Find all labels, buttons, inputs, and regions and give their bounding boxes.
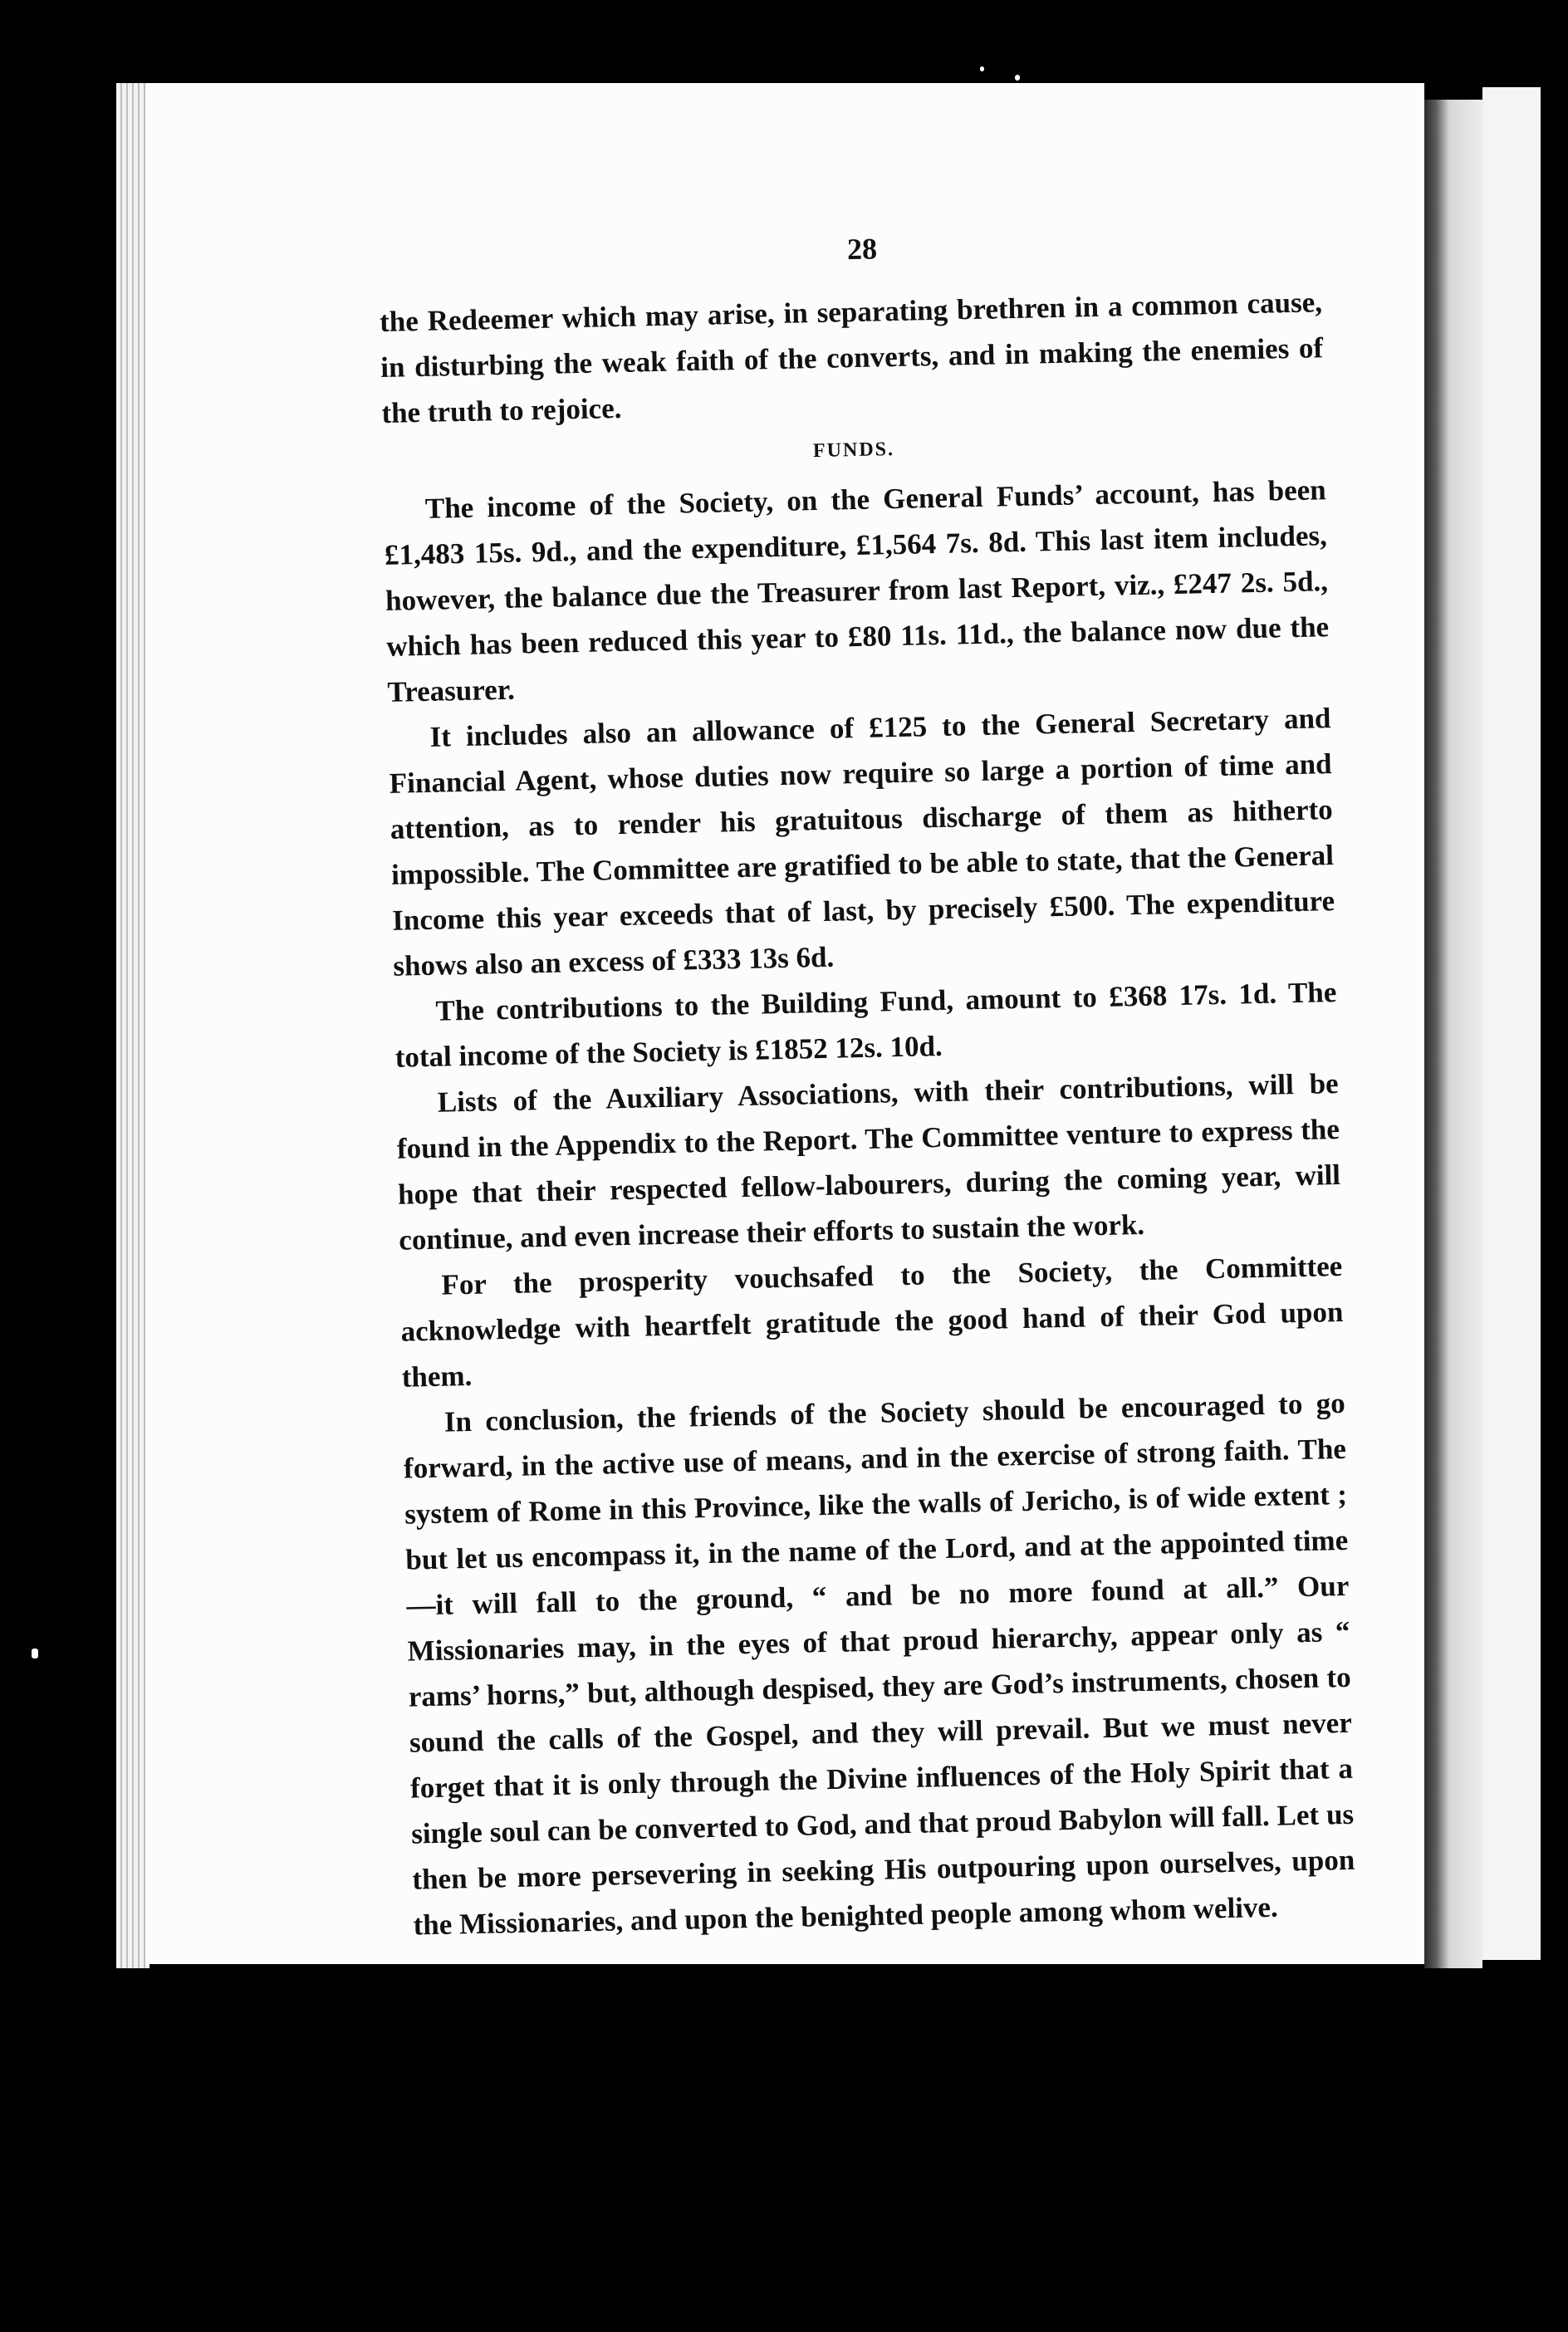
paragraph-conclusion: In conclusion, the friends of the Society should be encouraged to go forward, in the active use of means, and in the exercise of strong faith. The system of Rome in this Province, like the walls of Jericho, is of wide extent ; but let us encompass it, in the name of the Lord, and at the appointed time—it will fall to the ground, “ and be no more found at all.” Our Missionaries may, in the eyes of that proud hierarchy, appear only as “ rams’ horns,” but, although despised, they are God’s instruments, chosen to sound the calls of the Gospel, and they will prevail. But we must never forget that it is only through the Divine influences of the Holy Spirit that a single soul can be converted to God, and that proud Babylon will fall. Let us then be more persevering in seeking His outpouring upon ourselves, upon the Missionaries, and upon the benighted people among whom welive. bbox=[403, 1386, 1355, 1942]
paragraph-prosperity: For the prosperity vouchsafed to the Society, the Committee acknowledge with heartfelt gratitude the good hand of their God upon them. bbox=[400, 1249, 1344, 1394]
speck-mark bbox=[1015, 75, 1020, 81]
section-heading: FUNDS. bbox=[812, 438, 895, 463]
facing-page-edge bbox=[1482, 87, 1541, 1960]
book-spine-shadow bbox=[1424, 100, 1482, 1968]
page-text bbox=[378, 217, 1356, 1947]
paragraph-income: The income of the Society, on the General Funds’ account, has been £1,483 15s. 9d., and the expenditure, £1,564 7s. 8d. This last item includes, however, the balance due the Treasurer from last Report, viz., £247 2s. 5d., which has been reduced this year to £80 11s. 11d., the balance now due the Treasurer. bbox=[384, 473, 1330, 708]
paragraph-building-fund: The contributions to the Building Fund, amount to £368 17s. 1d. The total income of the Society is £1852 12s. 10d. bbox=[394, 976, 1337, 1074]
page-number: 28 bbox=[846, 232, 878, 267]
opening-paragraph: the Redeemer which may arise, in separating brethren in a common cause, in disturbing the weak faith of the converts, and in making the enemies of the truth to rejoice. bbox=[379, 286, 1324, 429]
speck-mark bbox=[980, 66, 984, 71]
page-edge-stack bbox=[116, 83, 149, 1968]
speck-mark bbox=[32, 1649, 38, 1658]
paragraph-allowance: It includes also an allowance of £125 to the General Secretary and Financial Agent, whose duties now require so large a portion of time and attention, as to render his gratuitous discharge of them as hitherto impossible. The Committee are gratified to be able to state, that the General Income this year exceeds that of last, by precisely £500. The expenditure shows also an excess of £333 13s 6d. bbox=[389, 702, 1335, 982]
paragraph-auxiliary: Lists of the Auxiliary Associations, with their contributions, will be found in the Appendix to the Report. The Committee venture to express the hope that their respected fellow-labourers, during the coming year, will continue, and even increase their efforts to sustain the work. bbox=[396, 1067, 1341, 1257]
